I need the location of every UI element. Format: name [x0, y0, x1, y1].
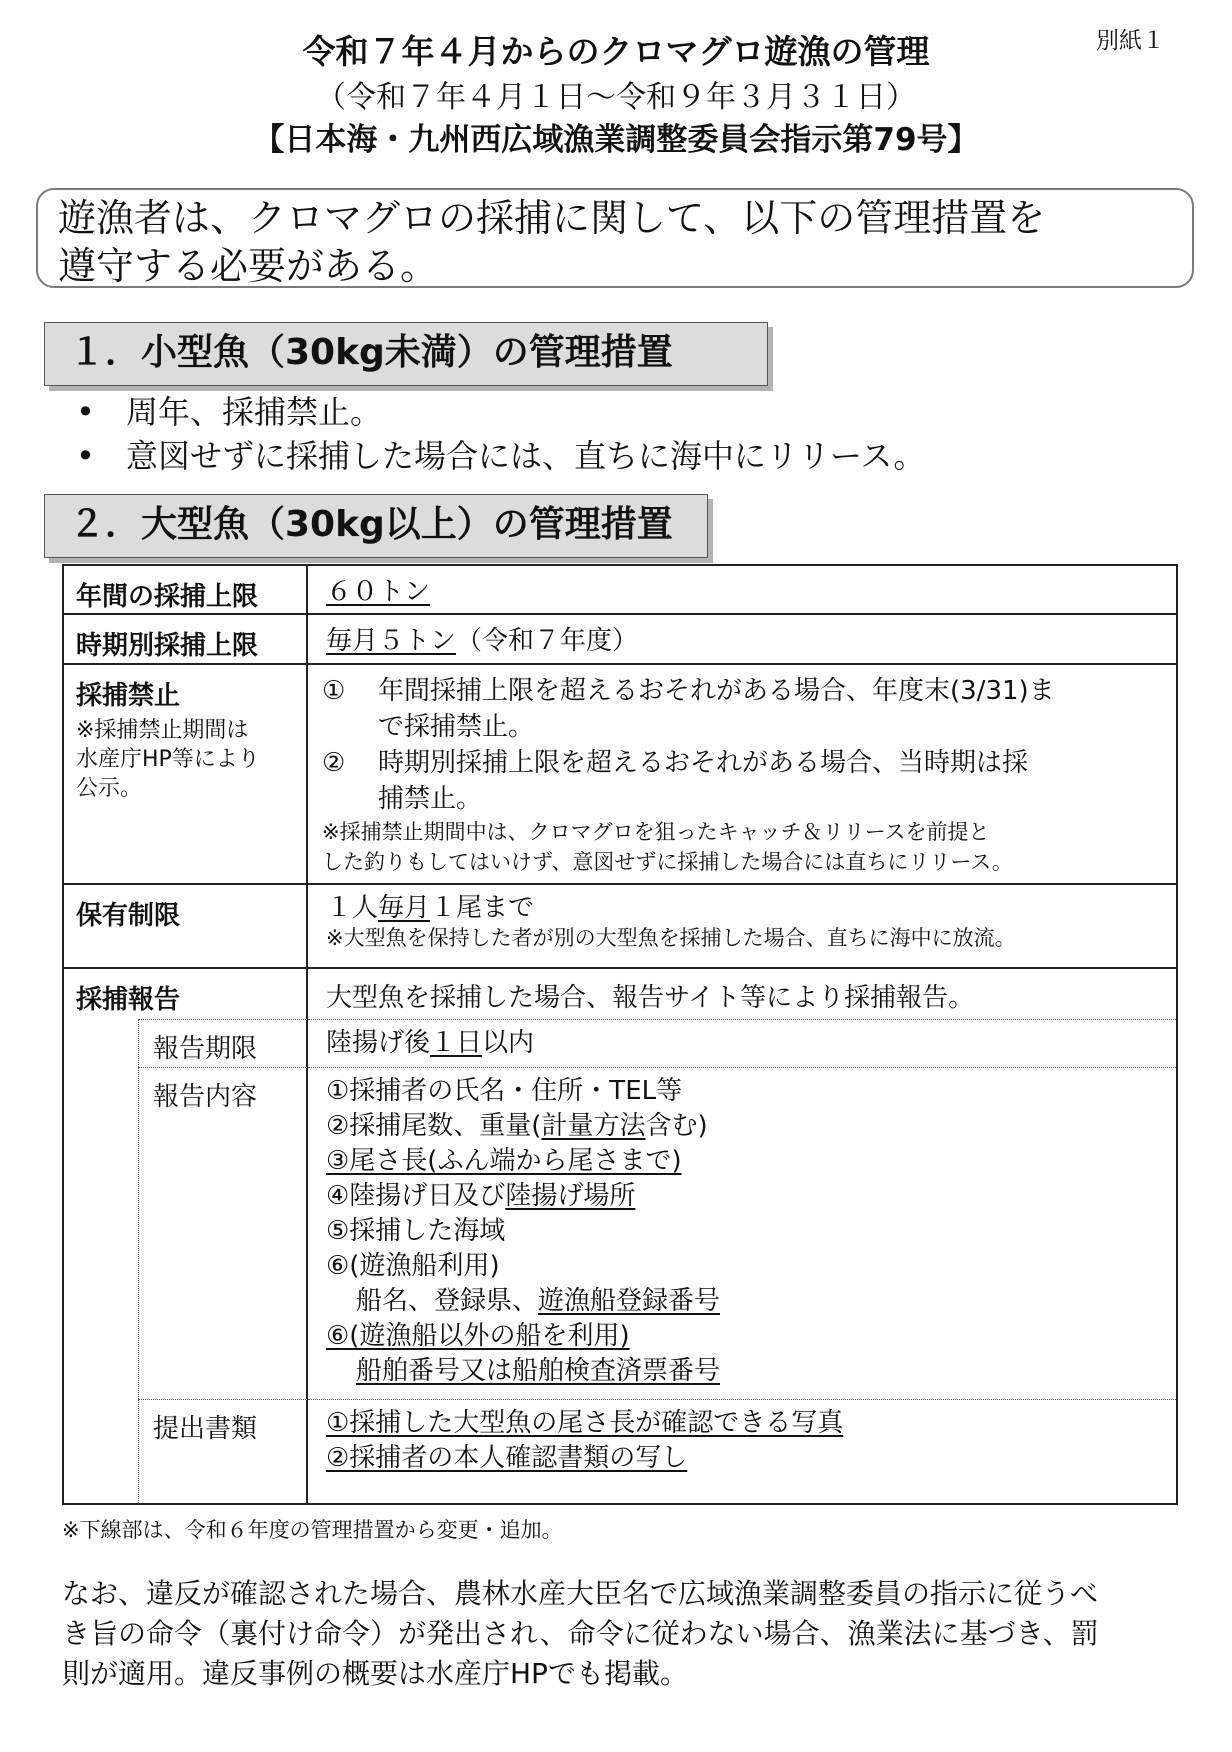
table-row	[63, 884, 1177, 968]
section1-bullet-list	[70, 390, 925, 478]
report-section	[64, 969, 1176, 1503]
page-title: 令和７年４月からのクロマグロ遊漁の管理	[302, 32, 930, 71]
list-item: ②採捕者の本人確認書類の写し	[326, 1443, 688, 1473]
deadline-label: 報告期限	[139, 1019, 308, 1067]
list-item: ⑥(遊漁船利用)	[326, 1251, 500, 1281]
report-label: 採捕報告	[64, 969, 308, 1019]
list-item: ③尾さ長(ふん端から尾さまで)	[326, 1146, 682, 1176]
annual-limit-label: 年間の採捕上限	[63, 565, 307, 614]
table-row	[63, 664, 1177, 884]
annual-limit-value: ６０トン	[326, 577, 431, 607]
table-row	[63, 614, 1177, 664]
list-item: ①採捕者の氏名・住所・TEL等	[326, 1076, 683, 1106]
period-limit-year: （令和７年度）	[456, 626, 639, 656]
prohibition-note: ※採捕禁止期間は 水産庁HP等により 公示。	[76, 718, 260, 801]
list-item: ⑤採捕した海域	[326, 1216, 506, 1246]
period-limit-label: 時期別採捕上限	[63, 614, 307, 664]
closing-paragraph: なお、違反が確認された場合、農林水産大臣名で広域漁業調整委員の指示に従うべ き旨の命令（裏付け命令）が発出され、命令に従わない場合、漁業法に基づき、罰 則が適用。違反事例の概要は水産庁HPでも掲載。	[62, 1577, 1099, 1690]
section1-heading: １．小型魚（30kg未満）の管理措置	[44, 322, 768, 386]
list-item: ④陸揚げ日及び陸揚げ場所	[326, 1181, 636, 1211]
table-row	[63, 968, 1177, 1504]
attachment-label: 別紙１	[1096, 28, 1165, 54]
list-item: ⑥(遊漁船以外の船を利用)	[326, 1321, 630, 1351]
content-list	[308, 1067, 1176, 1399]
directive-reference: 【日本海・九州西広域漁業調整委員会指示第79号】	[253, 122, 979, 158]
report-value: 大型魚を採捕した場合、報告サイト等により採捕報告。	[326, 983, 975, 1013]
prohibition-conditions: ① 年間採捕上限を超えるおそれがある場合、年度末(3/31)ま で採捕禁止。 ② 時期別採捕上限を超えるおそれがある場合、当時期は採 捕禁止。 ※採捕禁止期間中は、クロマグロを狙ったキャッチ＆リリースを前提と した釣りもしてはいけず、意図せずに採捕した場合には直ちにリリース。	[307, 664, 1177, 884]
prohibition-label: 採捕禁止	[76, 681, 181, 711]
list-item: 船名、登録県、遊漁船登録番号	[356, 1286, 721, 1316]
intro-box	[36, 188, 1194, 288]
documents-list	[308, 1399, 1176, 1503]
section2-heading: ２．大型魚（30kg以上）の管理措置	[44, 494, 708, 558]
list-item: • 意図せずに採捕した場合には、直ちに海中にリリース。	[70, 434, 925, 478]
intro-line: 遵守する必要がある。	[58, 244, 439, 288]
intro-line: 遊漁者は、クロマグロの採捕に関して、以下の管理措置を	[58, 196, 1046, 240]
footnote: ※下線部は、令和６年度の管理措置から変更・追加。	[62, 1518, 563, 1542]
list-item: • 周年、採捕禁止。	[70, 390, 925, 434]
validity-period: （令和７年４月１日～令和９年３月３１日）	[316, 80, 916, 115]
list-item: ①採捕した大型魚の尾さ長が確認できる写真	[326, 1408, 844, 1438]
list-item: 船舶番号又は船舶検査済票番号	[356, 1356, 721, 1386]
period-limit-value: 毎月５トン	[326, 626, 457, 656]
possession-value: １人毎月１尾まで	[326, 893, 535, 923]
possession-note: ※大型魚を保持した者が別の大型魚を採捕した場合、直ちに海中に放流。	[326, 926, 1016, 950]
table-row	[63, 565, 1177, 614]
documents-label: 提出書類	[139, 1399, 308, 1503]
content-label: 報告内容	[139, 1067, 308, 1399]
management-table	[62, 564, 1178, 1505]
list-item: ②採捕尾数、重量(計量方法含む)	[326, 1111, 708, 1141]
deadline-value: 陸揚げ後１日以内	[308, 1019, 1176, 1067]
possession-label: 保有制限	[63, 884, 307, 968]
